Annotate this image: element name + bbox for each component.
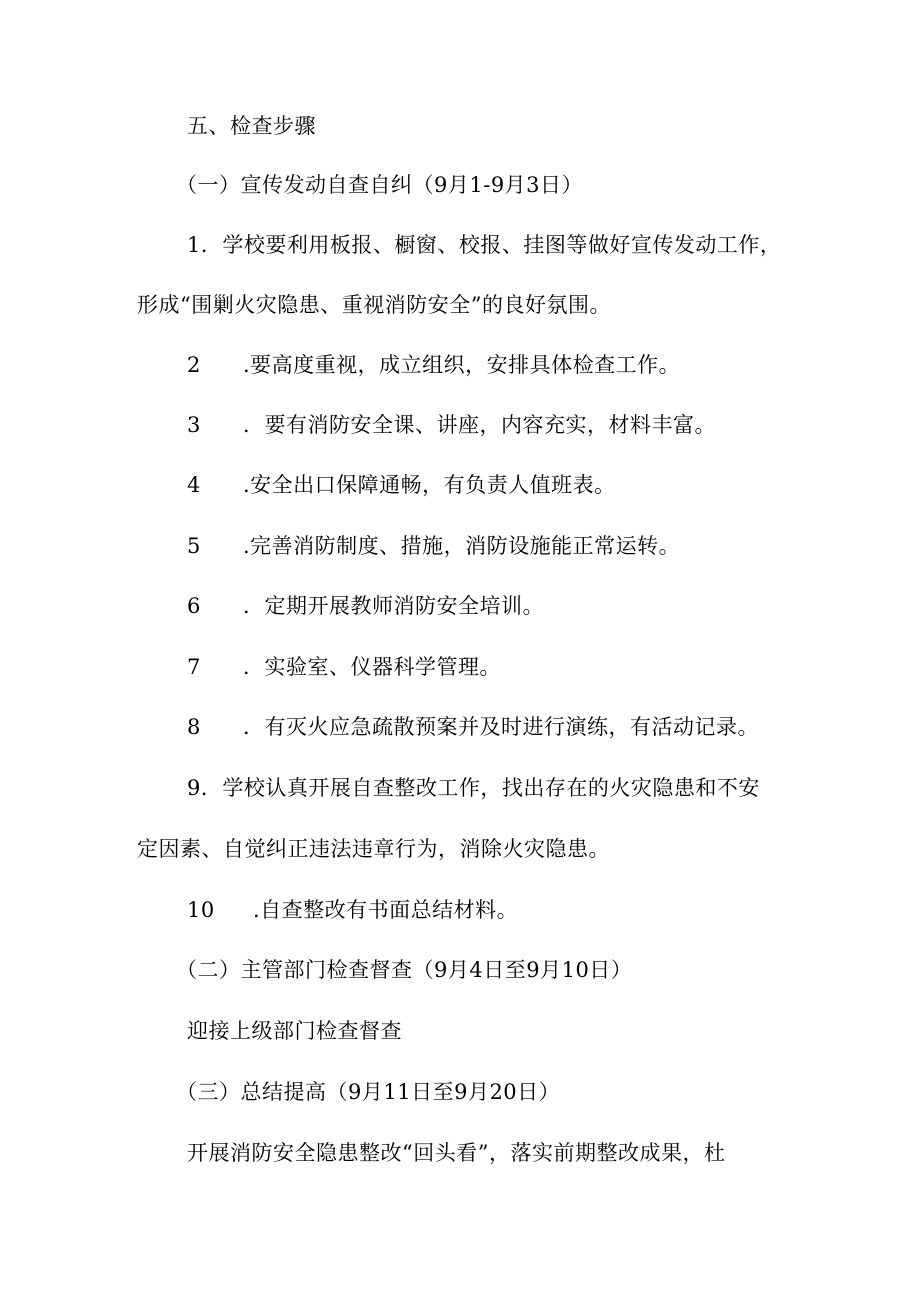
item-number: 3 [187,413,201,437]
item-6 [187,591,544,621]
item-text: .要高度重视，成立组织，安排具体检查工作。 [243,353,681,377]
subsection-1-heading: （一）宣传发动自查自纠（9月1-9月3日） [176,173,584,197]
subsection-2-text: 迎接上级部门检查督查 [187,1019,402,1043]
item-1-line-2: 形成“围剿火灾隐患、重视消防安全”的良好氛围。 [137,293,611,317]
item-1-line-1: 1．学校要利用板报、橱窗、校报、挂图等做好宣传发动工作， [187,233,782,257]
item-8 [187,712,759,742]
item-2 [187,350,680,380]
item-text: ．要有消防安全课、讲座，内容充实，材料丰富。 [243,413,716,437]
item-text: .自查整改有书面总结材料。 [253,898,519,922]
item-7 [187,652,501,682]
item-9-line-1: 9．学校认真开展自查整改工作，找出存在的火灾隐患和不安 [187,776,760,800]
item-number: 8 [187,715,201,739]
item-text: ．定期开展教师消防安全培训。 [243,594,544,618]
subsection-2-heading: （二）主管部门检查督查（9月4日至9月10日） [176,958,633,982]
item-4 [187,470,616,500]
subsection-3-text: 开展消防安全隐患整改“回头看”，落实前期整改成果，杜 [187,1141,726,1165]
item-number: 6 [187,594,201,618]
subsection-3-heading: （三）总结提高（9月11日至9月20日） [176,1080,561,1104]
item-text: .完善消防制度、措施，消防设施能正常运转。 [243,534,681,558]
item-number: 10 [187,898,215,922]
item-number: 7 [187,655,201,679]
item-text: ．有灭火应急疏散预案并及时进行演练，有活动记录。 [243,715,759,739]
item-5 [187,531,680,561]
item-number: 4 [187,473,201,497]
item-text: .安全出口保障通畅，有负责人值班表。 [243,473,616,497]
item-10 [187,895,518,925]
section-heading: 五、检查步骤 [187,114,316,138]
item-9-line-2: 定因素、自觉纠正违法违章行为，消除火灾隐患。 [137,837,610,861]
item-number: 2 [187,353,201,377]
item-3 [187,410,716,440]
item-text: ．实验室、仪器科学管理。 [243,655,501,679]
item-number: 5 [187,534,201,558]
